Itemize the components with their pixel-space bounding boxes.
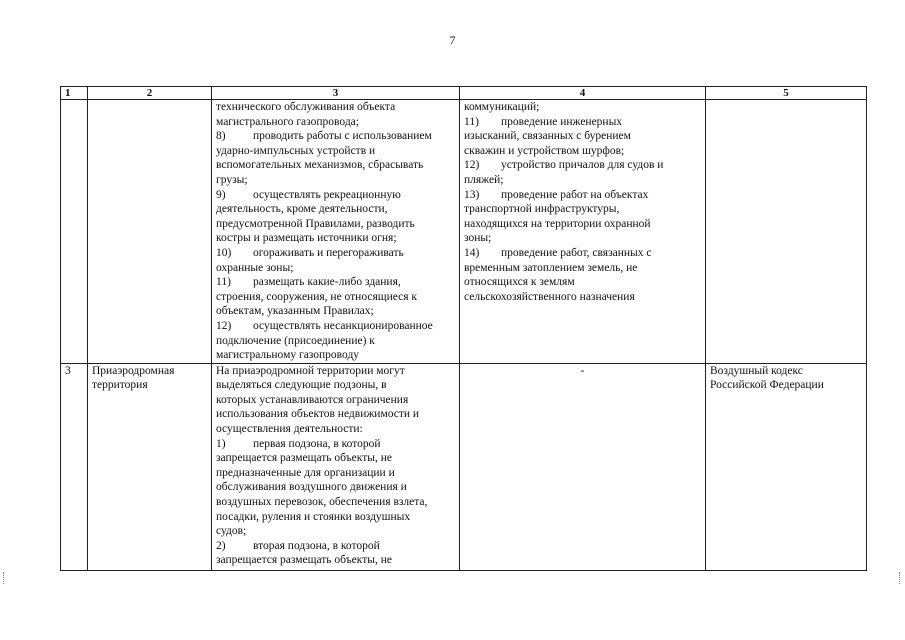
text-line [464,188,701,203]
line-text: размещать какие-либо здания, [253,276,401,289]
text-line [216,466,455,481]
text-line [216,158,455,173]
text-line [464,231,701,246]
cell-legal-basis [706,363,867,570]
column-header-3: 3 [212,87,460,100]
line-text: находящихся на территории охранной [464,217,651,230]
item-number: 8) [216,130,226,143]
table-header-row [61,87,867,100]
line-text: технического обслуживания объекта [216,101,396,113]
text-line [216,231,455,246]
text-line [216,275,455,290]
text-line [216,217,455,232]
text-line [216,393,455,408]
line-text: объектам, указанным Правилах; [216,305,374,318]
item-number: 12) [464,159,480,172]
line-text: магистральному газопроводу [216,349,360,362]
line-text: На приаэродромной территории могут [216,364,405,377]
line-text: предусмотренной Правилами, разводить [216,217,415,230]
line-text: вспомогательных механизмов, сбрасывать [216,159,424,172]
cell-number [61,100,88,364]
line-text: транспортной инфраструктуры, [464,203,620,216]
line-text: осуществления деятельности: [216,423,363,436]
cell-activities: - [460,363,706,570]
line-text: судов; [216,525,247,538]
cell-zone-name [88,100,212,364]
text-line [216,451,455,466]
zone-name-line: территория [92,379,148,392]
line-text: огораживать и перегораживать [253,246,404,259]
text-line [464,158,701,173]
text-line [216,173,455,188]
zone-name-line: Приаэродромная [92,364,175,377]
table-row-3 [61,363,867,570]
line-text: подключение (присоединение) к [216,334,375,347]
text-line [216,495,455,510]
page-number: 7 [449,33,456,47]
text-line [216,100,455,115]
text-line [216,539,455,554]
text-line [464,261,701,276]
line-text: устройство причалов для судов и [501,159,664,172]
text-line [216,188,455,203]
line-text: воздушных перевозок, обеспечения взлета, [216,496,428,509]
text-line [216,553,455,568]
scan-edge-mark-left [3,572,6,584]
text-line [216,129,455,144]
line-text: запрещается размещать объекты, не [216,554,392,567]
line-text: скважин и устройством шурфов; [464,144,625,157]
text-line [216,407,455,422]
line-text: временным затоплением земель, не [464,261,638,274]
legal-basis-line: Российской Федерации [710,379,824,392]
text-line [464,100,701,115]
line-text: вторая подзона, в которой [253,539,380,552]
column-header-5: 5 [706,87,867,100]
cell-number: 3 [61,363,88,570]
regulation-table [60,86,867,571]
item-number: 13) [464,188,480,201]
line-text: костры и размещать источники огня; [216,232,397,245]
text-line [464,202,701,217]
text-line [216,422,455,437]
text-line [216,304,455,319]
line-text: зоны; [464,232,492,245]
column-header-1: 1 [61,87,88,100]
cell-prohibitions [212,100,460,364]
line-text: охранные зоны; [216,261,294,274]
text-line [464,217,701,232]
cell-zone-name [88,363,212,570]
line-text: предназначенные для организации и [216,466,395,479]
text-line [464,275,701,290]
scan-edge-mark-right [899,572,902,584]
text-line [464,115,701,130]
table-row-continuation [61,100,867,364]
line-text: проводить работы с использованием [253,130,432,143]
text-line [216,378,455,393]
column-header-2: 2 [88,87,212,100]
line-text: грузы; [216,173,248,186]
text-line [216,290,455,305]
text-line [464,173,701,188]
text-line [216,510,455,525]
text-line [216,319,455,334]
text-line [216,364,455,379]
cell-legal-basis [706,100,867,364]
legal-basis-line: Воздушный кодекс [710,364,803,377]
item-number: 2) [216,539,226,552]
item-number: 10) [216,246,232,259]
line-text: проведение работ, связанных с [501,246,652,259]
line-text: выделяться следующие подзоны, в [216,379,387,392]
item-number: 11) [216,276,231,289]
text-line [216,480,455,495]
line-text: проведение инженерных [501,115,623,128]
text-line [216,202,455,217]
text-line [216,144,455,159]
item-number: 14) [464,246,480,259]
line-text: посадки, руления и стоянки воздушных [216,510,411,523]
text-line [464,144,701,159]
text-line [216,261,455,276]
text-line [216,334,455,349]
cell-prohibitions [212,363,460,570]
line-text: строения, сооружения, не относящиеся к [216,290,418,303]
line-text: проведение работ на объектах [501,188,649,201]
cell-activities [460,100,706,364]
text-line [464,290,701,305]
line-text: осуществлять рекреационную [253,188,401,201]
text-line [216,115,455,130]
text-line [216,437,455,452]
item-number: 11) [464,115,479,128]
line-text: изысканий, связанных с бурением [464,130,631,143]
line-text: относящихся к землям [464,276,575,289]
line-text: первая подзона, в которой [253,437,381,450]
text-line [216,524,455,539]
item-number: 12) [216,319,232,332]
item-number: 9) [216,188,226,201]
line-text: ударно-импульсных устройств и [216,144,376,157]
line-text: магистрального газопровода; [216,115,359,128]
line-text: деятельность, кроме деятельности, [216,203,388,216]
item-number: 1) [216,437,226,450]
line-text: осуществлять несанкционированное [253,319,433,332]
column-header-4: 4 [460,87,706,100]
text-line [464,246,701,261]
line-text: запрещается размещать объекты, не [216,452,392,465]
text-line [216,348,455,363]
line-text: коммуникаций; [464,101,540,113]
line-text: сельскохозяйственного назначения [464,290,635,303]
line-text: пляжей; [464,173,504,186]
line-text: обслуживания воздушного движения и [216,481,407,494]
text-line [216,246,455,261]
line-text: использования объектов недвижимости и [216,408,420,421]
line-text: которых устанавливаются ограничения [216,393,409,406]
text-line [464,129,701,144]
